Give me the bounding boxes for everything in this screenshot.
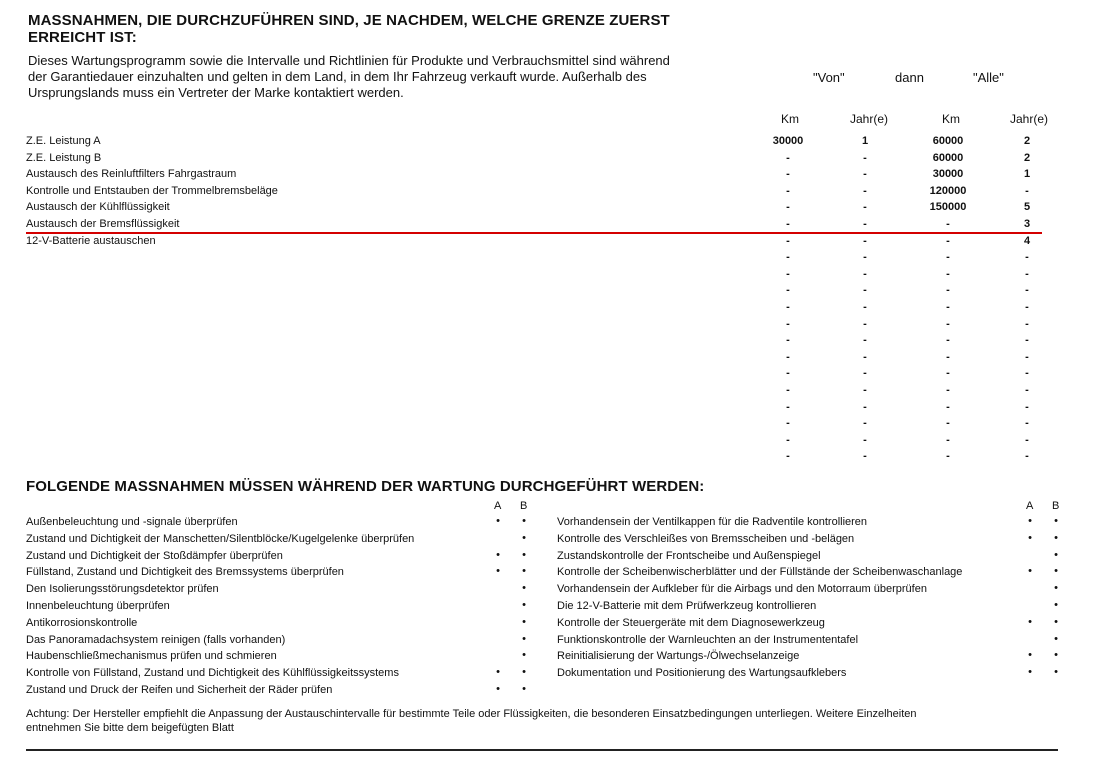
jahr-von-value: -	[863, 151, 867, 164]
km-alle-value: -	[946, 350, 950, 363]
km-von-value: -	[786, 384, 790, 396]
km-alle-value: 60000	[932, 151, 964, 164]
km-von-value: 30000	[772, 135, 804, 147]
col-a-mark: •	[496, 565, 500, 578]
km-von-value: -	[786, 218, 790, 230]
schedule-row	[0, 350, 1094, 366]
jahr-von-value: -	[863, 184, 867, 197]
schedule-row	[0, 333, 1094, 349]
col-b-mark: •	[522, 548, 526, 561]
jahr-alle-value: -	[1025, 384, 1029, 396]
km-von-value: -	[786, 168, 790, 181]
schedule-row	[0, 366, 1094, 382]
jahr-von-value: -	[863, 267, 867, 280]
col-b-mark: •	[1054, 632, 1058, 645]
jahr-von-value: -	[863, 284, 867, 297]
page-title	[28, 12, 670, 46]
col-km-alle: Km	[942, 112, 960, 126]
schedule-label: Z.E. Leistung B	[26, 151, 102, 164]
dann-label: dann	[895, 70, 924, 85]
col-jahr-alle: Jahr(e)	[1010, 112, 1049, 126]
km-von-value: -	[786, 201, 790, 214]
km-alle-value: -	[946, 367, 950, 380]
schedule-row	[0, 167, 1094, 183]
checklist-label: Vorhandensein der Ventilkappen für die Radventile kontrollieren	[557, 516, 868, 528]
km-alle-value: 60000	[932, 135, 964, 147]
checklist-item	[0, 666, 1094, 682]
col-a-mark: •	[1028, 666, 1032, 679]
checklist-item	[0, 633, 1094, 649]
col-b-mark: •	[1054, 582, 1058, 595]
col-b-mark: •	[522, 649, 526, 662]
col-b-mark: •	[522, 582, 526, 595]
jahr-von-value: -	[863, 301, 867, 313]
km-von-value: -	[786, 400, 790, 413]
jahr-von-value: -	[863, 168, 867, 181]
col-a-mark: •	[496, 683, 500, 695]
km-von-value: -	[786, 334, 790, 347]
km-alle-value: -	[946, 400, 950, 413]
checklist-item	[0, 616, 1094, 632]
schedule-row	[0, 433, 1094, 449]
jahr-von-value: 1	[861, 135, 869, 147]
note-line: entnehmen Sie bitte dem beigefügten Blatt	[26, 722, 234, 734]
schedule-row	[0, 416, 1094, 432]
jahr-alle-value: -	[1025, 184, 1029, 197]
col-b-mark: •	[522, 515, 526, 527]
intro-line: der Garantiedauer einzuhalten und gelten in dem Land, in dem Ihr Fahrzeug verkauft wurde. Außerhalb des	[28, 69, 647, 84]
schedule-label: Austausch der Kühlflüssigkeit	[26, 201, 170, 214]
checklist-label: Zustand und Dichtigkeit der Stoßdämpfer überprüfen	[26, 549, 283, 562]
jahr-alle-value: -	[1025, 334, 1029, 347]
km-von-value: -	[786, 267, 790, 280]
km-alle-value: 30000	[932, 168, 964, 181]
km-alle-value: -	[946, 284, 950, 297]
schedule-row	[0, 151, 1094, 167]
checklist-label: Reinitialisierung der Wartungs-/Ölwechselanzeige	[557, 650, 800, 663]
schedule-label: Austausch der Bremsflüssigkeit	[26, 218, 180, 230]
col-b-mark: •	[522, 683, 526, 695]
km-von-value: -	[786, 251, 790, 264]
checklist-label: Haubenschließmechanismus prüfen und schmieren	[26, 650, 277, 663]
jahr-von-value: -	[863, 433, 867, 446]
schedule-row	[0, 300, 1094, 316]
schedule-row	[0, 317, 1094, 333]
jahr-alle-value: -	[1025, 317, 1029, 330]
col-a-mark: •	[1028, 565, 1032, 578]
jahr-von-value: -	[863, 450, 867, 463]
km-von-value: -	[786, 184, 790, 197]
jahr-alle-value: 2	[1023, 135, 1031, 147]
jahr-von-value: -	[863, 417, 867, 430]
km-alle-value: 150000	[929, 201, 967, 214]
highlight-underline	[26, 232, 1042, 234]
col-jahr-von: Jahr(e)	[850, 112, 889, 126]
checklist-label: Außenbeleuchtung und -signale überprüfen	[26, 516, 238, 528]
checklist-label: Funktionskontrolle der Warnleuchten an der Instrumententafel	[557, 633, 859, 646]
km-alle-value: 120000	[929, 184, 967, 197]
km-alle-value: -	[946, 334, 950, 347]
von-label: "Von"	[813, 70, 845, 85]
jahr-alle-value: 2	[1023, 151, 1031, 164]
checklist-label: Kontrolle der Steuergeräte mit dem Diagnosewerkzeug	[557, 616, 825, 629]
jahr-von-value: -	[863, 251, 867, 264]
col-b-mark: •	[1054, 615, 1058, 628]
col-b-mark: •	[1054, 565, 1058, 578]
checklist-label: Das Panoramadachsystem reinigen (falls vorhanden)	[26, 633, 286, 646]
jahr-von-value: -	[863, 367, 867, 380]
col-b-mark: •	[522, 565, 526, 578]
checklist-label: Innenbeleuchtung überprüfen	[26, 600, 170, 612]
intro-text	[28, 53, 768, 101]
checklist-item	[0, 549, 1094, 565]
km-von-value: -	[786, 450, 790, 463]
schedule-row	[0, 134, 1094, 150]
checklist-label: Dokumentation und Positionierung des Wartungsaufklebers	[557, 667, 847, 680]
km-alle-value: -	[946, 417, 950, 430]
km-von-value: -	[786, 417, 790, 430]
schedule-row	[0, 234, 1094, 250]
km-von-value: -	[786, 433, 790, 446]
jahr-alle-value: -	[1025, 367, 1029, 380]
jahr-von-value: -	[863, 334, 867, 347]
km-alle-value: -	[946, 267, 950, 280]
jahr-alle-value: -	[1025, 400, 1029, 413]
km-alle-value: -	[946, 218, 950, 230]
km-von-value: -	[786, 317, 790, 330]
col-a-mark: •	[1028, 615, 1032, 628]
jahr-von-value: -	[863, 218, 867, 230]
jahr-alle-value: -	[1025, 450, 1029, 463]
jahr-alle-value: -	[1025, 350, 1029, 363]
jahr-alle-value: 5	[1023, 201, 1031, 214]
intro-line: Dieses Wartungsprogramm sowie die Intervalle und Richtlinien für Produkte und Verbrauchsmittel sind während	[28, 53, 670, 68]
left-col-a-header: A	[494, 500, 502, 512]
schedule-row	[0, 283, 1094, 299]
bottom-rule	[26, 749, 1058, 751]
km-alle-value: -	[946, 433, 950, 446]
schedule-label: Z.E. Leistung A	[26, 135, 101, 147]
km-von-value: -	[786, 234, 790, 247]
col-a-mark: •	[496, 548, 500, 561]
checklist-label: Die 12-V-Batterie mit dem Prüfwerkzeug kontrollieren	[557, 600, 817, 612]
col-km-von: Km	[781, 112, 799, 126]
checklist-label: Vorhandensein der Aufkleber für die Airbags und den Motorraum überprüfen	[557, 583, 927, 596]
jahr-alle-value: 4	[1023, 234, 1031, 247]
km-alle-value: -	[946, 251, 950, 264]
col-b-mark: •	[522, 615, 526, 628]
jahr-von-value: -	[863, 317, 867, 330]
col-b-mark: •	[522, 632, 526, 645]
checklist-label: Antikorrosionskontrolle	[26, 616, 138, 629]
checklist-label: Kontrolle der Scheibenwischerblätter und der Füllstände der Scheibenwaschanlage	[557, 566, 963, 579]
checklist-label: Zustandskontrolle der Frontscheibe und Außenspiegel	[557, 549, 821, 562]
jahr-von-value: -	[863, 350, 867, 363]
jahr-von-value: -	[863, 384, 867, 396]
col-b-mark: •	[1054, 548, 1058, 561]
schedule-row	[0, 383, 1094, 399]
checklist-label: Zustand und Dichtigkeit der Manschetten/Silentblöcke/Kugelgelenke überprüfen	[26, 532, 415, 545]
title-line-1: MASSNAHMEN, DIE DURCHZUFÜHREN SIND, JE NACHDEM, WELCHE GRENZE ZUERST	[28, 12, 670, 29]
km-alle-value: -	[946, 301, 950, 313]
checklist-item	[0, 683, 1094, 699]
col-b-mark: •	[1054, 531, 1058, 544]
col-b-mark: •	[1054, 666, 1058, 679]
note-line: Achtung: Der Hersteller empfiehlt die Anpassung der Austauschintervalle für bestimmte Teile oder Flüssigkeiten, die besonderen Einsatzbedingungen unterliegen. Weitere Einzelheiten	[26, 708, 917, 720]
intro-line: Ursprungslands muss ein Vertreter der Marke kontaktiert werden.	[28, 85, 404, 100]
jahr-alle-value: -	[1025, 284, 1029, 297]
checklist-item	[0, 532, 1094, 548]
col-b-mark: •	[522, 531, 526, 544]
col-b-mark: •	[1054, 515, 1058, 527]
schedule-label: Kontrolle und Entstauben der Trommelbremsbeläge	[26, 184, 278, 197]
schedule-row	[0, 250, 1094, 266]
checklist-item	[0, 649, 1094, 665]
jahr-von-value: -	[863, 400, 867, 413]
km-von-value: -	[786, 151, 790, 164]
jahr-alle-value: -	[1025, 301, 1029, 313]
jahr-alle-value: 1	[1023, 168, 1031, 181]
checklist-item	[0, 599, 1094, 615]
col-a-mark: •	[1028, 531, 1032, 544]
schedule-row	[0, 267, 1094, 283]
col-a-mark: •	[1028, 515, 1032, 527]
km-alle-value: -	[946, 450, 950, 463]
schedule-row	[0, 184, 1094, 200]
checklist-item	[0, 565, 1094, 581]
schedule-row	[0, 449, 1094, 465]
schedule-row	[0, 200, 1094, 216]
right-col-a-header: A	[1026, 500, 1034, 512]
col-b-mark: •	[1054, 649, 1058, 662]
section2-title: FOLGENDE MASSNAHMEN MÜSSEN WÄHREND DER WARTUNG DURCHGEFÜHRT WERDEN:	[26, 478, 705, 495]
checklist-label: Den Isolierungsstörungsdetektor prüfen	[26, 583, 219, 596]
col-b-mark: •	[522, 599, 526, 611]
jahr-von-value: -	[863, 234, 867, 247]
alle-label: "Alle"	[973, 70, 1004, 85]
jahr-alle-value: 3	[1023, 218, 1031, 230]
note	[26, 707, 917, 735]
jahr-alle-value: -	[1025, 267, 1029, 280]
schedule-row	[0, 400, 1094, 416]
km-von-value: -	[786, 367, 790, 380]
checklist-label: Zustand und Druck der Reifen und Sicherheit der Räder prüfen	[26, 684, 333, 696]
km-von-value: -	[786, 301, 790, 313]
jahr-alle-value: -	[1025, 251, 1029, 264]
km-alle-value: -	[946, 384, 950, 396]
jahr-alle-value: -	[1025, 433, 1029, 446]
checklist-label: Kontrolle des Verschleißes von Bremsscheiben und -belägen	[557, 532, 855, 545]
jahr-alle-value: -	[1025, 417, 1029, 430]
checklist-item	[0, 515, 1094, 531]
col-a-mark: •	[496, 515, 500, 527]
col-b-mark: •	[1054, 599, 1058, 611]
left-col-b-header: B	[520, 500, 528, 512]
title-line-2: ERREICHT IST:	[28, 29, 137, 46]
checklist-label: Füllstand, Zustand und Dichtigkeit des Bremssystems überprüfen	[26, 566, 344, 579]
km-alle-value: -	[946, 317, 950, 330]
km-alle-value: -	[946, 234, 950, 247]
km-von-value: -	[786, 350, 790, 363]
right-col-b-header: B	[1052, 500, 1060, 512]
col-a-mark: •	[1028, 649, 1032, 662]
km-von-value: -	[786, 284, 790, 297]
col-b-mark: •	[522, 666, 526, 679]
schedule-label: 12-V-Batterie austauschen	[26, 234, 156, 247]
checklist-item	[0, 582, 1094, 598]
jahr-von-value: -	[863, 201, 867, 214]
col-a-mark: •	[496, 666, 500, 679]
checklist-label: Kontrolle von Füllstand, Zustand und Dichtigkeit des Kühlflüssigkeitssystems	[26, 667, 399, 680]
schedule-label: Austausch des Reinluftfilters Fahrgastraum	[26, 168, 237, 181]
schedule-row	[0, 217, 1094, 233]
